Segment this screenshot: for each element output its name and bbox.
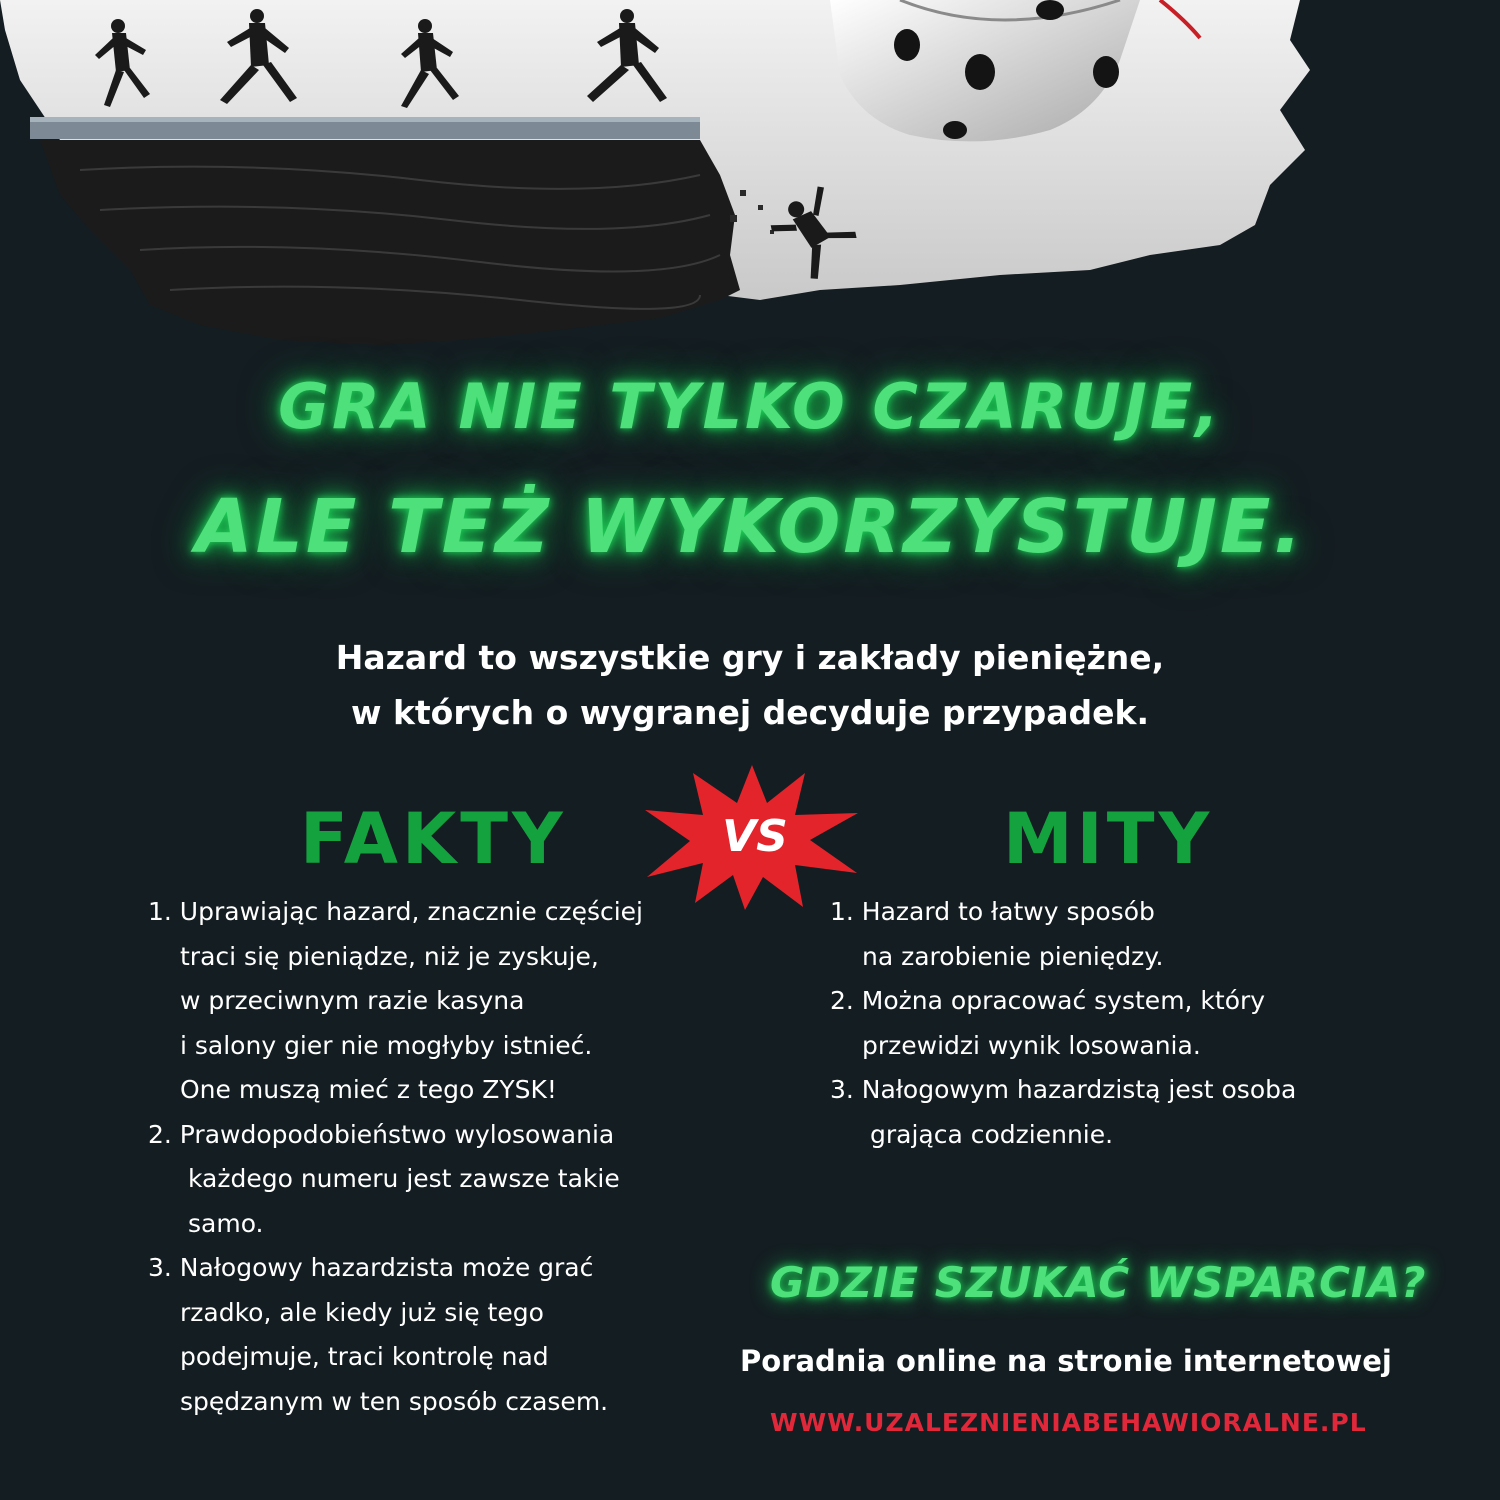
facts-line: traci się pieniądze, niż je zyskuje, — [180, 941, 599, 971]
facts-line: i salony gier nie mogłyby istnieć. — [180, 1030, 593, 1060]
cliff-rock — [40, 140, 740, 345]
facts-line: podejmuje, traci kontrolę nad — [180, 1342, 549, 1371]
facts-line: 2. Prawdopodobieństwo wylosowania — [148, 1119, 615, 1149]
support-title: GDZIE SZUKAĆ WSPARCIA? — [770, 1258, 1427, 1307]
facts-list — [148, 890, 643, 1424]
headline-line-2: ALE TEŻ WYKORZYSTUJE. — [195, 484, 1305, 570]
support-text: Poradnia online na stronie internetowej — [740, 1344, 1392, 1378]
myths-title: MITY — [1003, 798, 1214, 880]
facts-line: 3. Nałogowy hazardzista może grać — [148, 1253, 594, 1282]
myths-line: grająca codziennie. — [870, 1119, 1114, 1149]
facts-line: rzadko, ale kiedy już się tego — [180, 1297, 544, 1327]
myths-line: 1. Hazard to łatwy sposób — [830, 897, 1155, 926]
intro-line-2: w których o wygranej decyduje przypadek. — [350, 693, 1150, 732]
myths-list — [830, 890, 1296, 1157]
support-url-link[interactable]: WWW.UZALEZNIENIABEHAWIORALNE.PL — [770, 1408, 1367, 1437]
myths-line: przewidzi wynik losowania. — [862, 1030, 1201, 1060]
myths-line: 3. Nałogowym hazardzistą jest osoba — [830, 1075, 1297, 1104]
facts-title: FAKTY — [300, 798, 567, 880]
vs-burst-icon — [645, 765, 860, 910]
hero-illustration — [0, 0, 1500, 360]
myths-line: 2. Można opracować system, który — [830, 986, 1266, 1015]
facts-line: 1. Uprawiając hazard, znacznie częściej — [148, 897, 644, 926]
headline-line-1: GRA NIE TYLKO CZARUJE, — [278, 370, 1222, 443]
facts-line: w przeciwnym razie kasyna — [180, 986, 525, 1015]
myths-line: na zarobienie pieniędzy. — [862, 941, 1164, 971]
facts-line: One muszą mieć z tego ZYSK! — [180, 1075, 557, 1104]
facts-line: samo. — [188, 1208, 264, 1238]
intro-line-1: Hazard to wszystkie gry i zakłady pieniężne, — [335, 638, 1165, 677]
facts-line: spędzanym w ten sposób czasem. — [180, 1386, 609, 1416]
vs-label: VS — [722, 811, 788, 862]
facts-line: każdego numeru jest zawsze takie — [188, 1164, 620, 1193]
